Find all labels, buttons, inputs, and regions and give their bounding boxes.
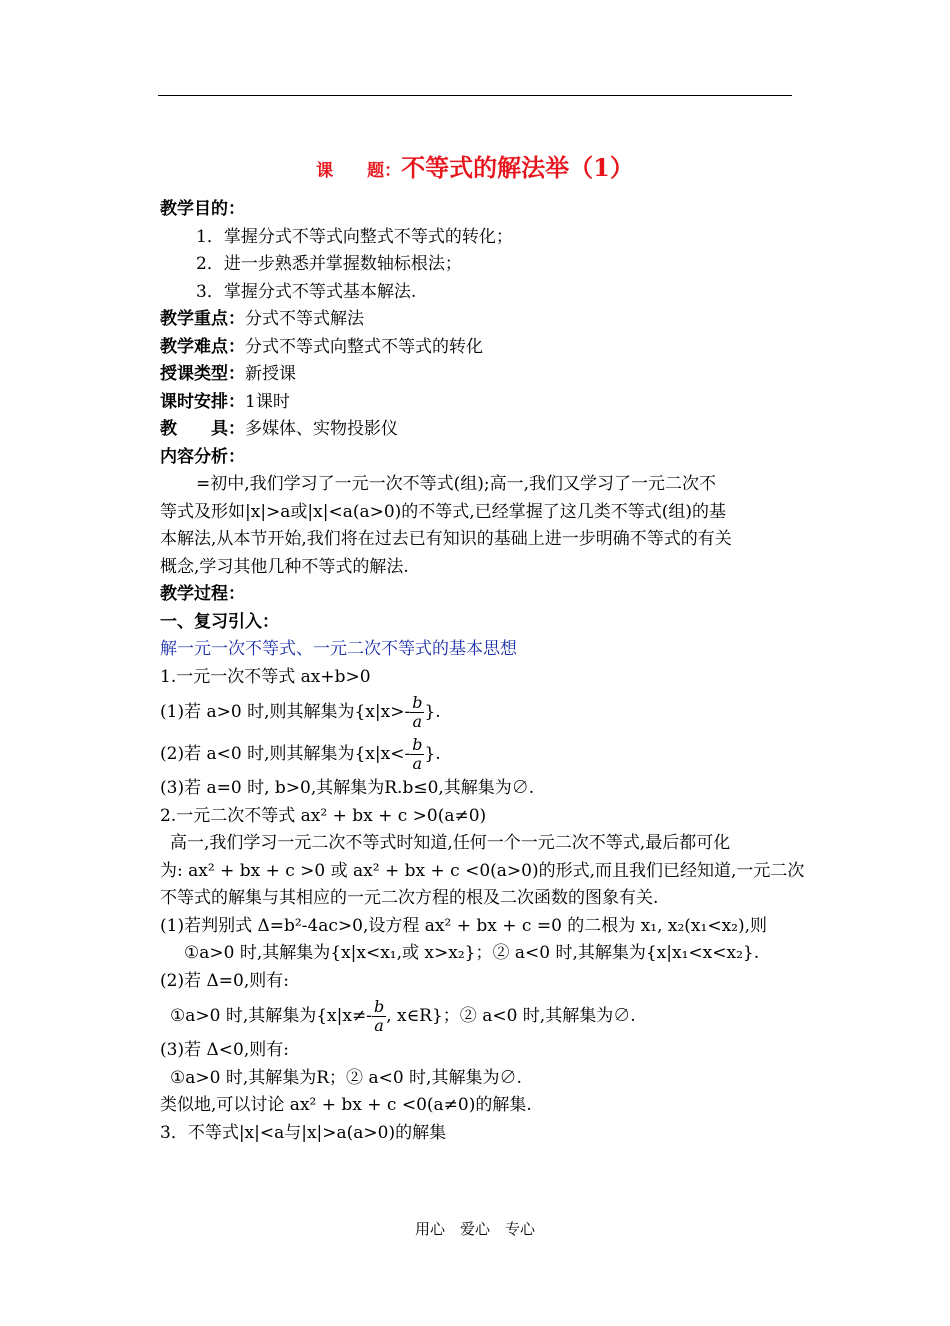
analysis-heading: 内容分析： — [160, 446, 245, 467]
case-a-negative-line — [160, 733, 792, 775]
lesson-type-value: 新授课 — [245, 364, 296, 384]
document-body — [160, 196, 805, 1147]
page-title — [0, 150, 950, 189]
discriminant-positive-solutions: ①a>0 时,其解集为{x|x<x₁,或 x>x₂}；② a<0 时,其解集为{x|x₁<x<x₂}. — [184, 943, 760, 963]
key-point-value: 分式不等式解法 — [245, 309, 364, 329]
quadratic-inequality-line: 2.一元二次不等式 ax² + bx + c >0(a≠0) — [160, 805, 487, 826]
quadratic-intro-line-1: 高一,我们学习一元二次不等式时知道,任何一个一元二次不等式,最后都可化 — [170, 833, 731, 853]
tools-label: 教 具： — [160, 419, 245, 439]
schedule-label: 课时安排： — [160, 391, 245, 412]
key-point-label: 教学重点： — [160, 309, 245, 329]
linear-inequality-line: 1.一元一次不等式 ax+b>0 — [160, 666, 371, 687]
discriminant-zero-tail: , x∈R}；② a<0 时,其解集为∅. — [386, 1006, 636, 1026]
fraction-denominator: a — [412, 754, 423, 773]
difficulty-row — [160, 334, 792, 362]
case-a-positive-close: }. — [424, 702, 441, 722]
objective-item-1: 1．掌握分式不等式向整式不等式的转化； — [196, 226, 513, 247]
lesson-type-label: 授课类型： — [160, 364, 245, 384]
schedule-value: 1课时 — [245, 391, 290, 412]
case-a-positive-text: (1)若 a>0 时,则其解集为{x|x>- — [160, 702, 411, 722]
lesson-type-row — [160, 361, 792, 389]
fraction-b-over-a — [410, 736, 424, 773]
fraction-b-over-a — [372, 998, 386, 1035]
analysis-line-4: 概念,学习其他几种不等式的解法. — [160, 556, 409, 577]
discriminant-zero-solutions — [160, 995, 792, 1037]
fraction-numerator: b — [412, 735, 423, 754]
case-a-zero-line: (3)若 a=0 时, b>0,其解集为R.b≤0,其解集为∅. — [160, 778, 535, 798]
discriminant-zero-line: (2)若 Δ=0,则有: — [160, 970, 289, 991]
tools-value: 多媒体、实物投影仪 — [245, 419, 398, 439]
case-a-positive-line — [160, 691, 792, 733]
case-a-negative-close: }. — [424, 744, 441, 764]
quadratic-intro-line-3: 不等式的解集与其相应的一元二次方程的根及二次函数的图象有关. — [160, 888, 659, 908]
objective-item-3: 3．掌握分式不等式基本解法. — [196, 281, 417, 302]
fraction-denominator: a — [412, 712, 423, 731]
discriminant-zero-text: ①a>0 时,其解集为{x|x≠- — [170, 1006, 372, 1026]
discriminant-positive-line: (1)若判别式 Δ=b²-4ac>0,设方程 ax² + bx + c =0 的二根为 x₁, x₂(x₁<x₂),则 — [160, 915, 768, 936]
schedule-row — [160, 389, 792, 417]
difficulty-value: 分式不等式向整式不等式的转化 — [245, 336, 483, 357]
title-label: 课 题： — [316, 161, 402, 181]
analysis-line-3: 本解法,从本节开始,我们将在过去已有知识的基础上进一步明确不等式的有关 — [160, 529, 732, 549]
key-point-row — [160, 306, 792, 334]
page-footer: 用心 爱心 专心 — [414, 1220, 535, 1238]
fraction-b-over-a — [410, 694, 424, 731]
process-heading: 教学过程： — [160, 584, 245, 604]
title-text: 不等式的解法举（1） — [401, 153, 634, 182]
fraction-numerator: b — [373, 997, 385, 1016]
section-review-heading: 一、复习引入： — [160, 611, 279, 632]
quadratic-intro-line-2: 为: ax² + bx + c >0 或 ax² + bx + c <0(a>0)的形式,而且我们已经知道,一元二次 — [160, 860, 805, 881]
discriminant-negative-line: (3)若 Δ<0,则有: — [160, 1040, 289, 1060]
objective-item-2: 2．进一步熟悉并掌握数轴标根法； — [196, 254, 462, 274]
fraction-numerator: b — [412, 693, 423, 712]
similar-discussion-line: 类似地,可以讨论 ax² + bx + c <0(a≠0)的解集. — [160, 1095, 532, 1115]
case-a-negative-text: (2)若 a<0 时,则其解集为{x|x<- — [160, 744, 411, 764]
objectives-heading: 教学目的： — [160, 199, 245, 219]
header-rule — [158, 95, 792, 96]
difficulty-label: 教学难点： — [160, 336, 245, 357]
fraction-denominator: a — [374, 1016, 384, 1035]
discriminant-negative-solutions: ①a>0 时,其解集为R；② a<0 时,其解集为∅. — [170, 1067, 522, 1088]
analysis-line-2: 等式及形如|x|>a或|x|<a(a>0)的不等式,已经掌握了这几类不等式(组)的基 — [160, 501, 726, 522]
absolute-value-heading: 3．不等式|x|<a与|x|>a(a>0)的解集 — [160, 1122, 447, 1143]
tools-row — [160, 416, 792, 444]
section-subtitle: 解一元一次不等式、一元二次不等式的基本思想 — [160, 639, 517, 659]
analysis-line-1: =初中,我们学习了一元一次不等式(组);高一,我们又学习了一元二次不 — [196, 474, 717, 494]
